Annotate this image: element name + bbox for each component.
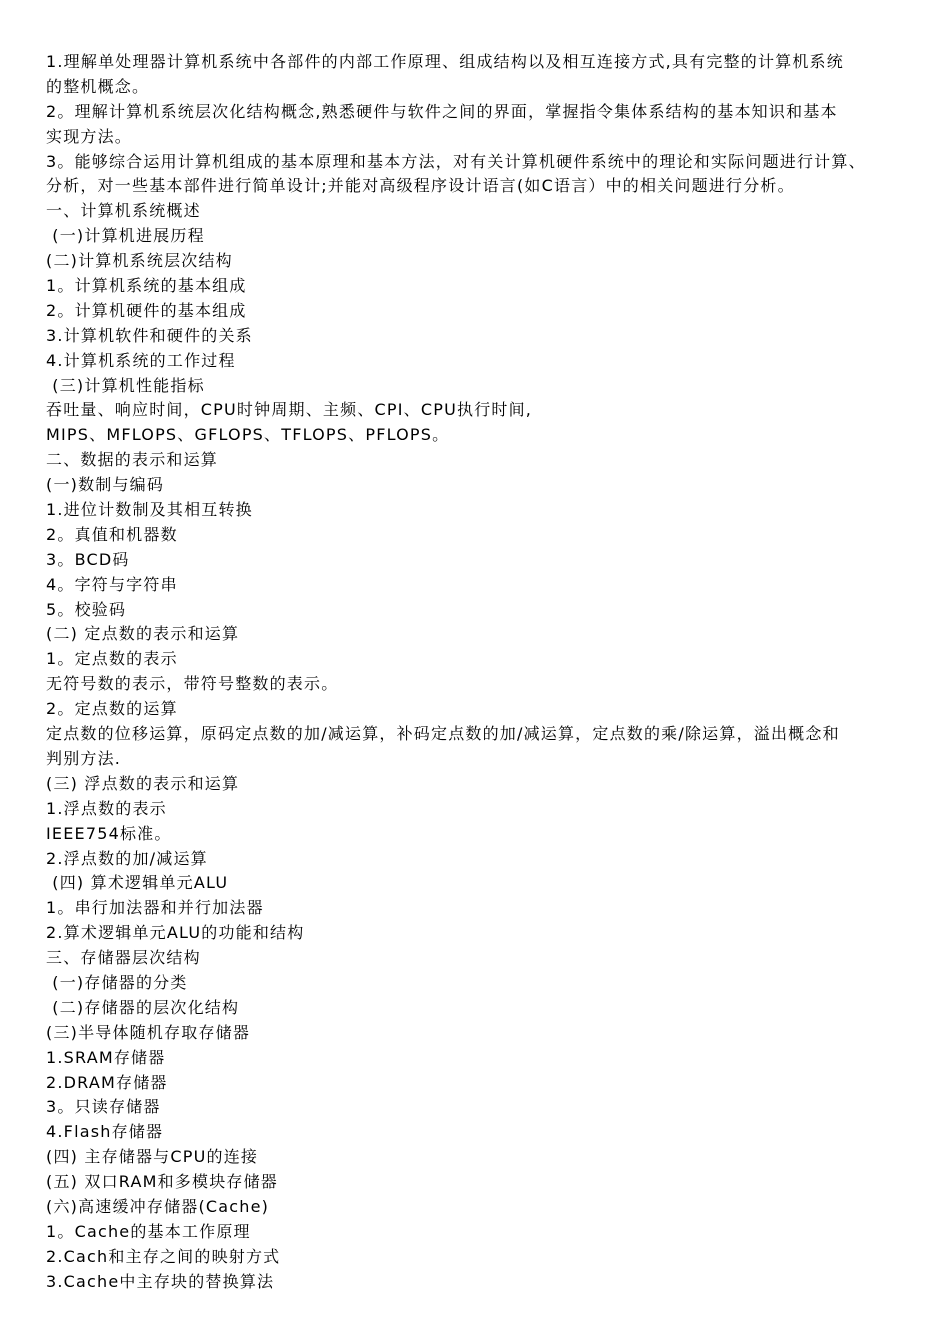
subsection-heading: (二) 定点数的表示和运算 [46, 624, 240, 644]
text-line: MIPS、MFLOPS、GFLOPS、TFLOPS、PFLOPS。 [46, 425, 450, 445]
list-item: 3。BCD码 [46, 549, 130, 569]
subsection-heading: (六)高速缓冲存储器(Cache) [46, 1196, 270, 1216]
list-item: 1.进位计数制及其相互转换 [46, 500, 253, 520]
list-item: 2.算术逻辑单元ALU的功能和结构 [46, 923, 305, 943]
subsection-heading: (五) 双口RAM和多模块存储器 [46, 1172, 278, 1192]
text-line: 定点数的位移运算，原码定点数的加/减运算，补码定点数的加/减运算，定点数的乘/除运算，溢出概念和 [46, 724, 840, 744]
list-item: 2。定点数的运算 [46, 699, 178, 719]
list-item: 4。字符与字符串 [46, 574, 178, 594]
list-item: 1。Cache的基本工作原理 [46, 1221, 251, 1241]
list-item: 3.计算机软件和硬件的关系 [46, 325, 253, 345]
list-item: 2.Cach和主存之间的映射方式 [46, 1246, 281, 1266]
text-line: 1.理解单处理器计算机系统中各部件的内部工作原理、组成结构以及相互连接方式,具有完整的计算机系统 [46, 52, 844, 71]
text-line: 的整机概念。 [46, 76, 150, 96]
subsection-heading: (四) 主存储器与CPU的连接 [46, 1147, 259, 1167]
text-line: IEEE754标准。 [46, 823, 172, 843]
list-item: 1。定点数的表示 [46, 649, 178, 669]
text-line: 判别方法. [46, 748, 122, 768]
list-item: 4.Flash存储器 [46, 1122, 164, 1142]
list-item: 3.Cache中主存块的替换算法 [46, 1271, 275, 1291]
list-item: 2.DRAM存储器 [46, 1072, 168, 1092]
text-line: 3。能够综合运用计算机组成的基本原理和基本方法，对有关计算机硬件系统中的理论和实际问题进行计算、 [46, 151, 866, 171]
list-item: 2。真值和机器数 [46, 524, 178, 544]
section-heading: 二、数据的表示和运算 [46, 450, 219, 470]
subsection-heading: (一)计算机进展历程 [46, 226, 205, 246]
text-line: 分析，对一些基本部件进行简单设计;并能对高级程序设计语言(如C语言）中的相关问题进行分析。 [46, 176, 795, 196]
list-item: 1.SRAM存储器 [46, 1047, 166, 1067]
section-heading: 一、计算机系统概述 [46, 201, 201, 221]
list-item: 1。串行加法器和并行加法器 [46, 898, 264, 918]
list-item: 1。计算机系统的基本组成 [46, 276, 247, 296]
subsection-heading: (三)计算机性能指标 [46, 375, 205, 395]
subsection-heading: (三) 浮点数的表示和运算 [46, 773, 240, 793]
subsection-heading: (四) 算术逻辑单元ALU [46, 873, 229, 893]
list-item: 3。只读存储器 [46, 1097, 161, 1117]
text-line: 2。理解计算机系统层次化结构概念,熟悉硬件与软件之间的界面，掌握指令集体系结构的基本知识和基本 [46, 101, 838, 121]
section-heading: 三、存储器层次结构 [46, 948, 201, 968]
text-line: 无符号数的表示，带符号整数的表示。 [46, 674, 339, 694]
subsection-heading: (二)计算机系统层次结构 [46, 251, 233, 271]
list-item: 5。校验码 [46, 599, 127, 619]
subsection-heading: (二)存储器的层次化结构 [46, 997, 240, 1017]
subsection-heading: (三)半导体随机存取存储器 [46, 1022, 251, 1042]
text-line: 吞吐量、响应时间，CPU时钟周期、主频、CPI、CPU执行时间, [46, 400, 533, 420]
list-item: 2。计算机硬件的基本组成 [46, 300, 247, 320]
list-item: 4.计算机系统的工作过程 [46, 350, 236, 370]
subsection-heading: (一)存储器的分类 [46, 972, 188, 992]
list-item: 1.浮点数的表示 [46, 798, 167, 818]
subsection-heading: (一)数制与编码 [46, 475, 165, 495]
text-line: 实现方法。 [46, 126, 133, 146]
list-item: 2.浮点数的加/减运算 [46, 848, 208, 868]
